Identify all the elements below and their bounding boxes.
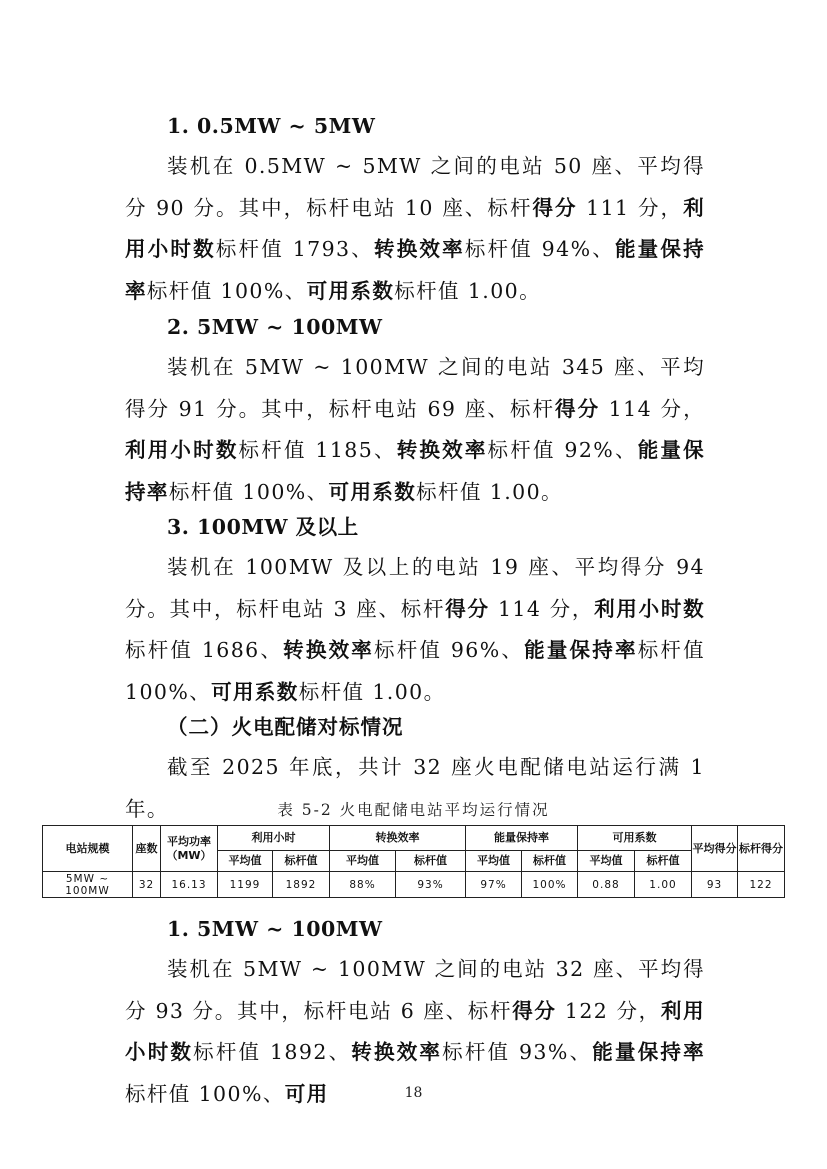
section-heading: 1. 5MW ~ 100MW (167, 917, 383, 941)
cell-avg-score: 93 (692, 872, 738, 898)
subheader-bench: 标杆值 (635, 851, 692, 872)
efficiency-value: 标杆值 96%、 (374, 638, 525, 662)
retention-value: 标杆值 100%、 (125, 638, 706, 704)
subheader-bench: 标杆值 (273, 851, 330, 872)
hours-value: 标杆值 1892、 (193, 1040, 352, 1064)
keyword-utilization-hours: 利用小时数 (125, 998, 705, 1064)
keyword-energy-retention: 能量保持率 (524, 638, 638, 662)
cell-scale: 5MW ~ 100MW (43, 872, 133, 898)
subheader-bench: 标杆值 (396, 851, 466, 872)
cell-ret-avg: 97% (466, 872, 522, 898)
availability-value: 标杆值 1.00。 (416, 479, 563, 504)
cell-count: 32 (133, 872, 161, 898)
section-heading: 2. 5MW ~ 100MW (167, 315, 383, 339)
keyword-energy-retention: 能量保持率 (125, 438, 706, 504)
header-count: 座数 (133, 826, 161, 872)
header-conversion-efficiency: 转换效率 (330, 826, 466, 851)
keyword-conversion-efficiency: 转换效率 (396, 438, 488, 462)
section-5mw-100mw (125, 307, 705, 513)
keyword-conversion-efficiency: 转换效率 (283, 638, 374, 662)
keyword-availability: 可用 (284, 1081, 329, 1106)
paragraph-text: 装机在 100MW 及以上的电站 19 座、平均得分 94 分。其中，标杆电站 3 座、标杆 (125, 555, 705, 621)
keyword-score: 得分 (532, 195, 578, 220)
hours-value: 标杆值 1185、 (238, 438, 397, 462)
keyword-energy-retention: 能量保持率 (592, 1040, 706, 1064)
keyword-availability: 可用系数 (306, 278, 395, 303)
intro-paragraph: 截至 2025 年底，共计 32 座火电配储电站运行满 1 年。 (125, 755, 705, 821)
cell-eff-avg: 88% (330, 872, 396, 898)
section-heading: 3. 100MW 及以上 (167, 515, 359, 539)
page-number: 18 (404, 1085, 423, 1101)
cell-avail-bench: 1.00 (635, 872, 692, 898)
retention-value: 标杆值 100%、 (168, 479, 329, 504)
cell-eff-bench: 93% (396, 872, 466, 898)
keyword-energy-retention: 能量保持率 (125, 237, 705, 303)
section-paragraph (125, 547, 705, 713)
cell-ret-bench: 100% (522, 872, 578, 898)
header-bench-score: 标杆得分 (738, 826, 785, 872)
score-value: 122 分， (556, 998, 661, 1023)
score-value: 111 分， (577, 195, 684, 220)
hours-value: 标杆值 1793、 (215, 237, 374, 261)
keyword-availability: 可用系数 (211, 679, 299, 704)
subheader-avg: 平均值 (466, 851, 522, 872)
paragraph-text: 装机在 5MW ~ 100MW 之间的电站 32 座、平均得分 93 分。其中，标杆电站 6 座、标杆 (125, 957, 705, 1023)
score-value: 114 分， (489, 596, 595, 621)
paragraph-text: 装机在 0.5MW ~ 5MW 之间的电站 50 座、平均得分 90 分。其中，标杆电站 10 座、标杆 (125, 154, 705, 220)
cell-bench-score: 122 (738, 872, 785, 898)
keyword-conversion-efficiency: 转换效率 (351, 1040, 443, 1064)
cell-power: 16.13 (161, 872, 218, 898)
header-utilization-hours: 利用小时 (218, 826, 330, 851)
availability-value: 标杆值 1.00。 (394, 278, 542, 303)
paragraph-text: 装机在 5MW ~ 100MW 之间的电站 345 座、平均得分 91 分。其中，标杆电站 69 座、标杆 (125, 355, 705, 421)
header-scale: 电站规模 (43, 826, 133, 872)
section-paragraph (125, 146, 705, 312)
retention-value: 标杆值 100%、 (125, 1081, 285, 1106)
retention-value: 标杆值 100%、 (146, 278, 307, 303)
subheader-avg: 平均值 (578, 851, 635, 872)
keyword-score: 得分 (512, 998, 557, 1023)
keyword-utilization-hours: 利用小时数 (125, 438, 239, 462)
section-0-5mw-5mw (125, 106, 705, 312)
table-caption: 表 5-2 火电配储电站平均运行情况 (277, 801, 550, 819)
cell-hours-bench: 1892 (273, 872, 330, 898)
keyword-conversion-efficiency: 转换效率 (373, 237, 465, 261)
subheader-avg: 平均值 (218, 851, 273, 872)
keyword-utilization-hours: 利用小时数 (125, 195, 705, 261)
keyword-score: 得分 (555, 396, 601, 421)
cell-avail-avg: 0.88 (578, 872, 635, 898)
subheader-avg: 平均值 (330, 851, 396, 872)
efficiency-value: 标杆值 92%、 (487, 438, 638, 462)
subheader-bench: 标杆值 (522, 851, 578, 872)
score-value: 114 分， (600, 396, 705, 421)
section-heading: 1. 0.5MW ~ 5MW (167, 114, 376, 138)
section-100mw-above (125, 507, 705, 713)
keyword-score: 得分 (445, 596, 490, 621)
header-availability: 可用系数 (578, 826, 692, 851)
hours-value: 标杆值 1686、 (125, 638, 284, 662)
keyword-availability: 可用系数 (328, 479, 417, 504)
thermal-storage-table (42, 825, 785, 898)
keyword-utilization-hours: 利用小时数 (594, 596, 705, 621)
cell-hours-avg: 1199 (218, 872, 273, 898)
efficiency-value: 标杆值 93%、 (442, 1040, 593, 1064)
section-paragraph (125, 347, 705, 513)
header-energy-retention: 能量保持率 (466, 826, 578, 851)
availability-value: 标杆值 1.00。 (298, 679, 446, 704)
header-avg-score: 平均得分 (692, 826, 738, 872)
header-avg-power: 平均功率（MW） (161, 826, 218, 872)
table-row (43, 872, 785, 898)
part-heading: （二）火电配储对标情况 (167, 715, 404, 739)
table-header-row (43, 826, 785, 851)
efficiency-value: 标杆值 94%、 (464, 237, 615, 261)
